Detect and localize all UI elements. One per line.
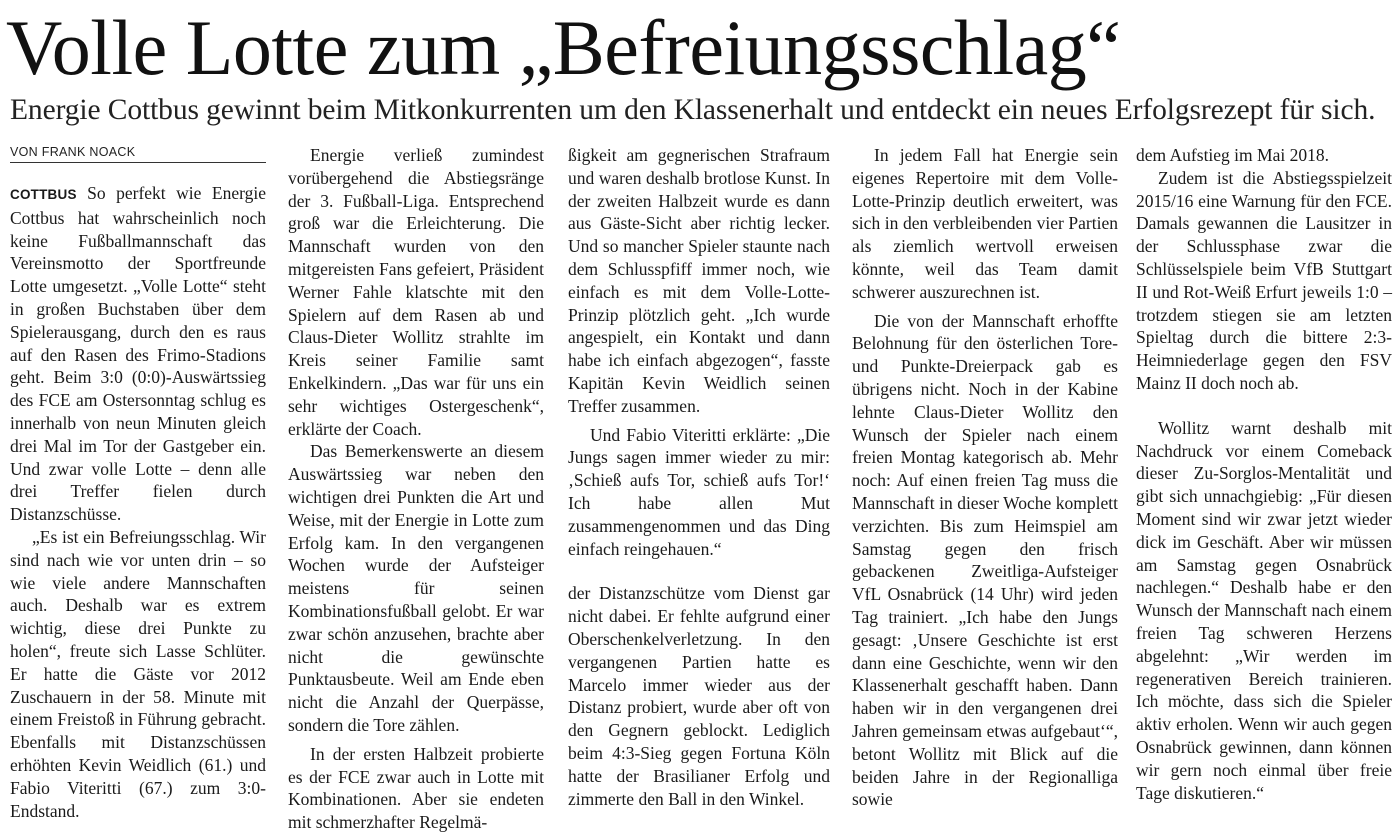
paragraph-text: So perfekt wie Energie Cottbus hat wahrscheinlich noch keine Fußballmannschaft das Vereinsmotto der Sportfreunde Lotte umgesetzt. „Volle Lotte“ steht in großen Buchstaben über dem Spielerausgang, durch den es raus auf den Rasen des Frimo-Stadions geht. Beim 3:0 (0:0)-Auswärtssieg des FCE am Ostersonntag schlug es innerhalb von neun Minuten gleich drei Mal im Tor der Gastgeber ein. Und zwar volle Lotte – denn alle drei Treffer fielen durch Distanzschüsse.	[10, 183, 266, 525]
paragraph: Energie verließ zumindest vorübergehend die Abstiegsränge der 3. Fußball-Liga. Entsprechend groß war die Erleichterung. Die Mannschaft wurden von den mitgereisten Fans gefeiert, Präsident Werner Fahle klatschte mit den Spielern auf dem Rasen ab und Claus-Dieter Wollitz strahlte im Kreis seiner Familie samt Enkelkindern. „Das war für uns ein sehr wichtiges Ostergeschenk“, erklärte der Coach.	[288, 145, 544, 439]
subheadline: Energie Cottbus gewinnt beim Mitkonkurrenten um den Klassenerhalt und entdeckt ein neues Erfolgsrezept für sich.	[10, 94, 1376, 126]
paragraph	[10, 182, 266, 526]
paragraph: In jedem Fall hat Energie sein eigenes Repertoire mit dem Volle-Lotte-Prinzip deutlich erweitert, was sich in den verbleibenden vier Partien als ziemlich wertvoll erweisen könnte, weil das Team damit schwerer auszurechnen ist.	[852, 145, 1118, 302]
paragraph: Und Fabio Viteritti erklärte: „Die Jungs sagen immer wieder zu mir: ‚Schieß aufs Tor, schieß aufs Tor!‘ Ich habe allen Mut zusammengenommen und das Ding einfach reingehauen.“	[568, 424, 830, 559]
paragraph: In der ersten Halbzeit probierte es der FCE zwar auch in Lotte mit Kombinationen. Aber sie endeten mit schmerzhafter Regelmä-	[288, 743, 544, 833]
column-3	[568, 144, 830, 809]
column-1	[10, 144, 266, 821]
column-5	[1136, 144, 1392, 803]
dateline: COTTBUS	[10, 187, 77, 202]
paragraph: der Distanzschütze vom Dienst gar nicht dabei. Er fehlte aufgrund einer Oberschenkelverletzung. In den vergangenen Partien hatte es Marcelo immer wieder aus der Distanz probiert, wurde aber oft von den Gegnern geblockt. Lediglich beim 4:3-Sieg gegen Fortuna Köln hatte der Brasilianer Erfolg und zimmerte den Ball in den Winkel.	[568, 583, 830, 809]
headline: Volle Lotte zum „Befreiungsschlag“	[6, 4, 1121, 91]
paragraph: Das Bemerkenswerte an diesem Auswärtssieg war neben den wichtigen drei Punkten die Art und Weise, mit der Energie in Lotte zum Erfolg kam. In den vergangenen Wochen wurde der Aufsteiger meistens für seinen Kombinationsfußball gelobt. Er war zwar schön anzusehen, brachte aber nicht die gewünschte Punktausbeute. Weil am Ende eben nicht die Anzahl der Querpässe, sondern die Tore zählen.	[288, 441, 544, 735]
paragraph: ßigkeit am gegnerischen Strafraum und waren deshalb brotlose Kunst. In der zweiten Halbzeit wurde es dann aus Gäste-Sicht aber richtig lecker. Und so mancher Spieler staunte nach dem Schlusspfiff immer noch, wie einfach es mit dem Volle-Lotte-Prinzip plötzlich geht. „Ich wurde angespielt, ein Kontakt und dann habe ich einfach abgezogen“, fasste Kapitän Kevin Weidlich seinen Treffer zusammen.	[568, 145, 830, 416]
paragraph: Wollitz warnt deshalb mit Nachdruck vor einem Comeback dieser Zu-Sorglos-Mentalität und gibt sich unnachgiebig: „Für diesen Moment sind wir zwar jetzt wieder dick im Geschäft. Aber wir müssen am Samstag gegen Osnabrück nachlegen.“ Deshalb habe er den Wunsch der Mannschaft nach einem freien Tag schweren Herzens abgelehnt: „Wir werden im regenerativen Bereich trainieren. Ich möchte, dass sich die Spieler aktiv erholen. Wenn wir auch gegen Osnabrück gewinnen, dann können wir gern noch einmal über freie Tage diskutieren.“	[1136, 417, 1392, 803]
author-byline: VON FRANK NOACK	[10, 144, 266, 163]
paragraph: Zudem ist die Abstiegsspielzeit 2015/16 eine Warnung für den FCE. Damals gewannen die Lausitzer in der Schlussphase zwar die Schlüsselspiele beim VfB Stuttgart II und Rot-Weiß Erfurt jeweils 1:0 – trotzdem stiegen sie am letzten Spieltag durch die bittere 2:3-Heimniederlage gegen den FSV Mainz II doch noch ab.	[1136, 167, 1392, 393]
paragraph: „Es ist ein Befreiungsschlag. Wir sind nach wie vor unten drin – so wie viele andere Mannschaften auch. Deshalb war es extrem wichtig, diese drei Punkte zu holen“, freute sich Lasse Schlüter. Er hatte die Gäste vor 2012 Zuschauern in der 58. Minute mit einem Freistoß in Führung gebracht. Ebenfalls mit Distanzschüssen erhöhten Kevin Weidlich (61.) und Fabio Viteritti (67.) zum 3:0-Endstand.	[10, 526, 266, 821]
column-4	[852, 144, 1118, 810]
paragraph: Die von der Mannschaft erhoffte Belohnung für den österlichen Tore- und Punkte-Dreierpack gab es übrigens nicht. Noch in der Kabine lehnte Claus-Dieter Wollitz den Wunsch der Spieler nach einem freien Montag kategorisch ab. Mehr noch: Auf einen freien Tag muss die Mannschaft in dieser Woche komplett verzichten. Bis zum Heimspiel am Samstag gegen den frisch gebackenen Zweitliga-Aufsteiger VfL Osnabrück (14 Uhr) wird jeden Tag trainiert. „Ich habe den Jungs gesagt: ‚Unsere Geschichte ist erst dann eine Geschichte, wenn wir den Klassenerhalt geschafft haben. Dann haben wir in den vergangenen drei Jahren gemeinsam etwas aufgebaut‘“, betont Wollitz mit Blick auf die beiden Jahre in der Regionalliga sowie	[852, 310, 1118, 810]
column-2	[288, 144, 544, 833]
paragraph: dem Aufstieg im Mai 2018.	[1136, 145, 1329, 165]
